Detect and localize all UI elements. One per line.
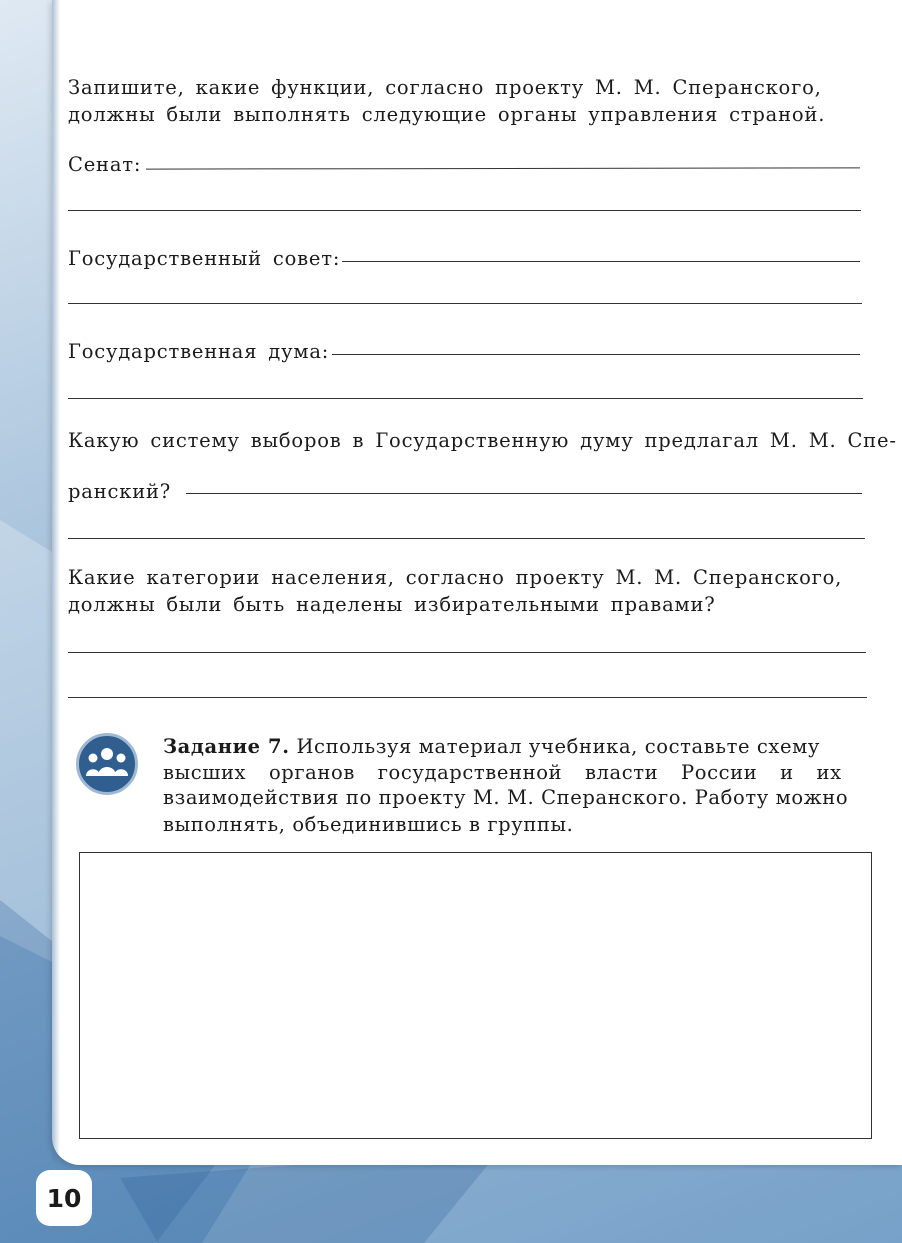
task7-line3: взаимодействия по проекту М. М. Сперанского. Работу можно [163, 786, 849, 809]
q3-answer-line[interactable] [68, 652, 866, 653]
state-duma-label: Государственная дума: [68, 340, 330, 363]
senate-answer-line-2[interactable] [68, 210, 861, 211]
senate-label: Сенат: [68, 153, 142, 176]
state-duma-answer-line-2[interactable] [68, 398, 863, 399]
q3-prompt-line2: должны были быть наделены избирательными правами? [68, 593, 716, 616]
state-council-answer-line[interactable] [342, 261, 860, 262]
page-number: 10 [36, 1170, 92, 1226]
q2-prompt-line1: Какую систему выборов в Государственную думу предлагал М. М. Спе- [68, 429, 897, 452]
group-work-icon [76, 733, 138, 795]
task7-line4: выполнять, объединившись в группы. [163, 813, 574, 836]
task7-title: Задание 7. [163, 735, 290, 758]
q2-answer-line-2[interactable] [68, 538, 865, 539]
q2-answer-line[interactable] [186, 493, 862, 494]
state-council-answer-line-2[interactable] [68, 303, 862, 304]
state-duma-answer-line[interactable] [332, 354, 860, 355]
q1-prompt-line1: Запишите, какие функции, согласно проекту М. М. Сперанского, [68, 76, 822, 99]
state-council-label: Государственный совет: [68, 247, 341, 270]
q2-prompt-line2: ранский? [68, 480, 172, 503]
q3-answer-line-2[interactable] [68, 697, 867, 698]
q3-prompt-line1: Какие категории населения, согласно проекту М. М. Сперанского, [68, 566, 843, 589]
task7-line2: высших органов государственной власти России и их [163, 761, 842, 784]
task7-line1-text: Используя материал учебника, составьте схему [296, 735, 820, 758]
task7-line1 [163, 735, 820, 758]
q1-prompt-line2: должны были выполнять следующие органы управления страной. [68, 103, 826, 126]
scheme-answer-box[interactable] [79, 852, 872, 1139]
